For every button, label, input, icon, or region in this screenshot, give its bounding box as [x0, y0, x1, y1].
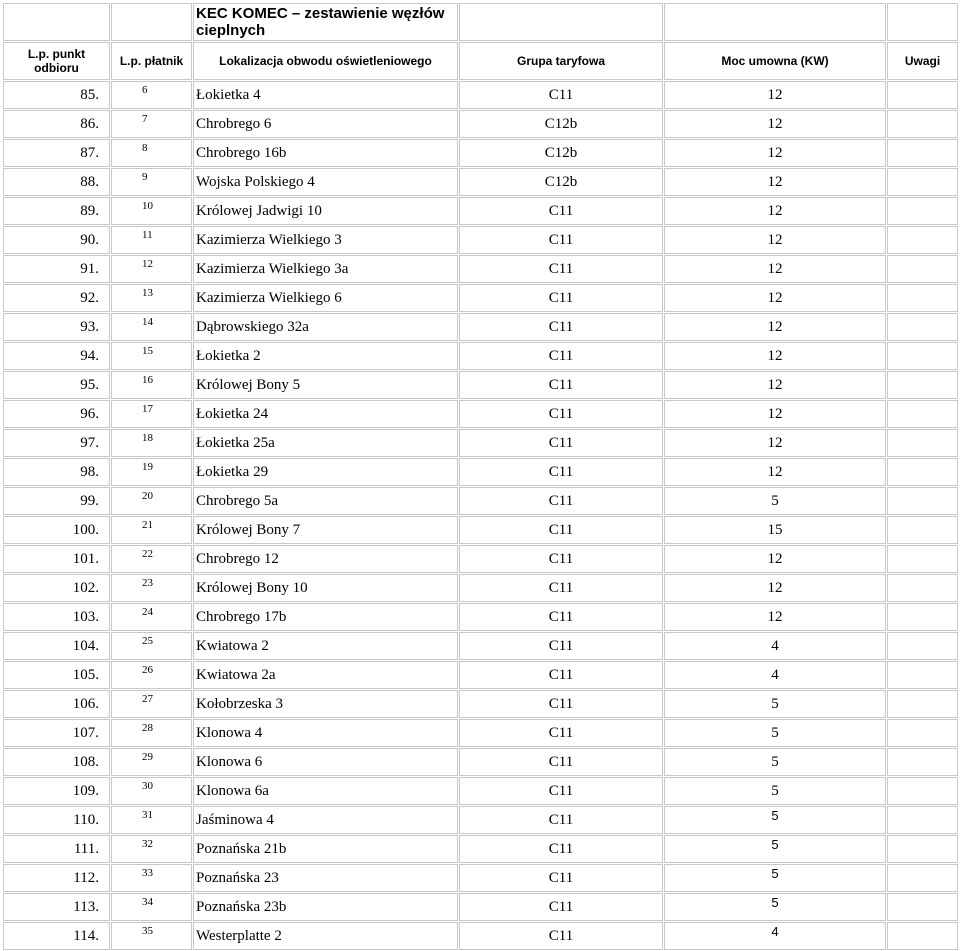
title-empty-cell [664, 3, 886, 41]
cell-grupa: C11 [459, 661, 663, 689]
table-row [3, 342, 958, 370]
col-header-lokalizacja: Lokalizacja obwodu oświetleniowego [193, 42, 458, 80]
cell-uwagi [887, 893, 958, 921]
cell-moc: 12 [664, 574, 886, 602]
cell-moc: 5 [664, 690, 886, 718]
cell-grupa: C11 [459, 922, 663, 950]
cell-platnik: 17 [111, 400, 192, 428]
cell-lokalizacja: Łokietka 4 [193, 81, 458, 109]
cell-grupa: C11 [459, 777, 663, 805]
cell-grupa: C11 [459, 603, 663, 631]
cell-grupa: C11 [459, 400, 663, 428]
table-body [3, 81, 958, 950]
cell-lp: 106. [3, 690, 110, 718]
table-row [3, 806, 958, 834]
table-row [3, 516, 958, 544]
cell-platnik: 35 [111, 922, 192, 950]
cell-moc: 5 [664, 719, 886, 747]
cell-moc: 12 [664, 313, 886, 341]
cell-lokalizacja: Klonowa 4 [193, 719, 458, 747]
cell-moc: 5 [664, 806, 886, 834]
table-row [3, 400, 958, 428]
cell-platnik: 22 [111, 545, 192, 573]
cell-grupa: C11 [459, 893, 663, 921]
table-row [3, 81, 958, 109]
table-row [3, 922, 958, 950]
table-row [3, 690, 958, 718]
cell-lp: 93. [3, 313, 110, 341]
cell-moc: 12 [664, 110, 886, 138]
cell-uwagi [887, 632, 958, 660]
cell-uwagi [887, 603, 958, 631]
cell-moc: 12 [664, 168, 886, 196]
cell-lp: 108. [3, 748, 110, 776]
title-empty-cell [887, 3, 958, 41]
table-row [3, 226, 958, 254]
col-header-grupa: Grupa taryfowa [459, 42, 663, 80]
cell-platnik: 29 [111, 748, 192, 776]
cell-uwagi [887, 168, 958, 196]
cell-platnik: 11 [111, 226, 192, 254]
table-row [3, 487, 958, 515]
cell-platnik: 31 [111, 806, 192, 834]
cell-uwagi [887, 139, 958, 167]
cell-moc: 4 [664, 922, 886, 950]
title-empty-cell [111, 3, 192, 41]
cell-lokalizacja: Łokietka 24 [193, 400, 458, 428]
cell-lokalizacja: Chrobrego 17b [193, 603, 458, 631]
col-header-lp-punkt: L.p. punkt odbioru [3, 42, 110, 80]
cell-platnik: 26 [111, 661, 192, 689]
cell-platnik: 12 [111, 255, 192, 283]
cell-lp: 112. [3, 864, 110, 892]
cell-lokalizacja: Kołobrzeska 3 [193, 690, 458, 718]
col-header-moc: Moc umowna (KW) [664, 42, 886, 80]
cell-uwagi [887, 574, 958, 602]
table-row [3, 777, 958, 805]
cell-grupa: C11 [459, 690, 663, 718]
cell-platnik: 7 [111, 110, 192, 138]
cell-grupa: C12b [459, 168, 663, 196]
table-row [3, 284, 958, 312]
cell-uwagi [887, 81, 958, 109]
table-row [3, 574, 958, 602]
cell-lp: 100. [3, 516, 110, 544]
cell-uwagi [887, 400, 958, 428]
cell-lokalizacja: Łokietka 25a [193, 429, 458, 457]
cell-lp: 109. [3, 777, 110, 805]
cell-platnik: 13 [111, 284, 192, 312]
cell-moc: 12 [664, 400, 886, 428]
table-row [3, 110, 958, 138]
cell-moc: 4 [664, 661, 886, 689]
cell-platnik: 16 [111, 371, 192, 399]
cell-uwagi [887, 516, 958, 544]
table-row [3, 458, 958, 486]
cell-lokalizacja: Chrobrego 5a [193, 487, 458, 515]
cell-platnik: 24 [111, 603, 192, 631]
cell-uwagi [887, 748, 958, 776]
cell-lokalizacja: Westerplatte 2 [193, 922, 458, 950]
cell-lokalizacja: Poznańska 23b [193, 893, 458, 921]
cell-lp: 86. [3, 110, 110, 138]
cell-uwagi [887, 197, 958, 225]
cell-lokalizacja: Poznańska 21b [193, 835, 458, 863]
cell-platnik: 30 [111, 777, 192, 805]
cell-lp: 111. [3, 835, 110, 863]
cell-uwagi [887, 777, 958, 805]
cell-grupa: C11 [459, 284, 663, 312]
cell-lp: 96. [3, 400, 110, 428]
cell-moc: 5 [664, 748, 886, 776]
cell-grupa: C11 [459, 748, 663, 776]
cell-moc: 5 [664, 835, 886, 863]
cell-lokalizacja: Dąbrowskiego 32a [193, 313, 458, 341]
cell-platnik: 28 [111, 719, 192, 747]
cell-lokalizacja: Kazimierza Wielkiego 6 [193, 284, 458, 312]
cell-grupa: C11 [459, 516, 663, 544]
cell-grupa: C11 [459, 864, 663, 892]
cell-grupa: C11 [459, 487, 663, 515]
cell-lp: 97. [3, 429, 110, 457]
cell-lp: 89. [3, 197, 110, 225]
cell-lp: 88. [3, 168, 110, 196]
cell-lokalizacja: Kwiatowa 2a [193, 661, 458, 689]
cell-platnik: 18 [111, 429, 192, 457]
cell-uwagi [887, 661, 958, 689]
table-row [3, 168, 958, 196]
cell-grupa: C11 [459, 255, 663, 283]
cell-grupa: C11 [459, 226, 663, 254]
cell-lokalizacja: Wojska Polskiego 4 [193, 168, 458, 196]
cell-lokalizacja: Klonowa 6 [193, 748, 458, 776]
cell-grupa: C12b [459, 139, 663, 167]
cell-lp: 95. [3, 371, 110, 399]
table-row [3, 893, 958, 921]
cell-lp: 102. [3, 574, 110, 602]
cell-uwagi [887, 371, 958, 399]
cell-uwagi [887, 806, 958, 834]
cell-moc: 12 [664, 197, 886, 225]
cell-platnik: 33 [111, 864, 192, 892]
cell-lokalizacja: Łokietka 2 [193, 342, 458, 370]
cell-platnik: 15 [111, 342, 192, 370]
cell-grupa: C11 [459, 81, 663, 109]
cell-uwagi [887, 284, 958, 312]
cell-uwagi [887, 719, 958, 747]
cell-moc: 5 [664, 487, 886, 515]
cell-lp: 105. [3, 661, 110, 689]
cell-uwagi [887, 487, 958, 515]
cell-moc: 4 [664, 632, 886, 660]
cell-uwagi [887, 545, 958, 573]
cell-lp: 85. [3, 81, 110, 109]
table-row [3, 429, 958, 457]
table-row [3, 545, 958, 573]
cell-grupa: C11 [459, 313, 663, 341]
cell-moc: 12 [664, 603, 886, 631]
cell-lokalizacja: Królowej Bony 5 [193, 371, 458, 399]
cell-grupa: C11 [459, 371, 663, 399]
cell-moc: 5 [664, 893, 886, 921]
cell-uwagi [887, 835, 958, 863]
cell-platnik: 19 [111, 458, 192, 486]
cell-moc: 12 [664, 139, 886, 167]
cell-platnik: 6 [111, 81, 192, 109]
cell-platnik: 25 [111, 632, 192, 660]
cell-uwagi [887, 255, 958, 283]
cell-moc: 15 [664, 516, 886, 544]
kec-komec-table [2, 2, 959, 951]
cell-moc: 12 [664, 284, 886, 312]
cell-platnik: 23 [111, 574, 192, 602]
table-row [3, 835, 958, 863]
cell-lp: 113. [3, 893, 110, 921]
cell-lokalizacja: Kwiatowa 2 [193, 632, 458, 660]
cell-moc: 12 [664, 458, 886, 486]
cell-uwagi [887, 922, 958, 950]
cell-lokalizacja: Jaśminowa 4 [193, 806, 458, 834]
cell-lp: 92. [3, 284, 110, 312]
cell-uwagi [887, 864, 958, 892]
cell-grupa: C11 [459, 197, 663, 225]
cell-moc: 12 [664, 429, 886, 457]
cell-grupa: C11 [459, 719, 663, 747]
cell-lokalizacja: Chrobrego 16b [193, 139, 458, 167]
cell-uwagi [887, 226, 958, 254]
cell-uwagi [887, 429, 958, 457]
cell-lp: 91. [3, 255, 110, 283]
cell-platnik: 34 [111, 893, 192, 921]
cell-platnik: 8 [111, 139, 192, 167]
cell-lokalizacja: Chrobrego 6 [193, 110, 458, 138]
cell-lp: 99. [3, 487, 110, 515]
cell-lp: 103. [3, 603, 110, 631]
table-row [3, 603, 958, 631]
cell-moc: 12 [664, 81, 886, 109]
cell-lp: 114. [3, 922, 110, 950]
table-row [3, 313, 958, 341]
header-row [3, 42, 958, 80]
cell-lp: 98. [3, 458, 110, 486]
cell-platnik: 32 [111, 835, 192, 863]
title-empty-cell [3, 3, 110, 41]
cell-lokalizacja: Kazimierza Wielkiego 3 [193, 226, 458, 254]
cell-platnik: 20 [111, 487, 192, 515]
cell-uwagi [887, 110, 958, 138]
cell-uwagi [887, 690, 958, 718]
cell-grupa: C11 [459, 458, 663, 486]
cell-lp: 110. [3, 806, 110, 834]
table-row [3, 255, 958, 283]
cell-lokalizacja: Klonowa 6a [193, 777, 458, 805]
cell-uwagi [887, 342, 958, 370]
cell-grupa: C11 [459, 835, 663, 863]
table-row [3, 748, 958, 776]
table-row [3, 864, 958, 892]
table-row [3, 197, 958, 225]
cell-moc: 12 [664, 342, 886, 370]
cell-grupa: C11 [459, 342, 663, 370]
title-row [3, 3, 958, 41]
cell-lokalizacja: Chrobrego 12 [193, 545, 458, 573]
cell-grupa: C11 [459, 632, 663, 660]
cell-lokalizacja: Królowej Bony 7 [193, 516, 458, 544]
document-title: KEC KOMEC – zestawienie węzłów cieplnych [193, 3, 458, 41]
cell-lp: 87. [3, 139, 110, 167]
col-header-uwagi: Uwagi [887, 42, 958, 80]
cell-platnik: 21 [111, 516, 192, 544]
cell-grupa: C11 [459, 574, 663, 602]
cell-grupa: C11 [459, 806, 663, 834]
cell-grupa: C11 [459, 429, 663, 457]
cell-platnik: 27 [111, 690, 192, 718]
cell-lokalizacja: Łokietka 29 [193, 458, 458, 486]
cell-lp: 90. [3, 226, 110, 254]
cell-platnik: 9 [111, 168, 192, 196]
table-row [3, 139, 958, 167]
cell-moc: 5 [664, 777, 886, 805]
cell-uwagi [887, 458, 958, 486]
cell-lp: 94. [3, 342, 110, 370]
title-empty-cell [459, 3, 663, 41]
cell-grupa: C11 [459, 545, 663, 573]
col-header-lp-platnik: L.p. płatnik [111, 42, 192, 80]
cell-platnik: 14 [111, 313, 192, 341]
cell-moc: 5 [664, 864, 886, 892]
cell-moc: 12 [664, 371, 886, 399]
cell-lokalizacja: Poznańska 23 [193, 864, 458, 892]
cell-lp: 101. [3, 545, 110, 573]
table-row [3, 632, 958, 660]
table-row [3, 661, 958, 689]
cell-lp: 104. [3, 632, 110, 660]
cell-moc: 12 [664, 255, 886, 283]
cell-moc: 12 [664, 545, 886, 573]
cell-lokalizacja: Królowej Bony 10 [193, 574, 458, 602]
table-row [3, 371, 958, 399]
cell-uwagi [887, 313, 958, 341]
table-row [3, 719, 958, 747]
cell-lokalizacja: Królowej Jadwigi 10 [193, 197, 458, 225]
cell-grupa: C12b [459, 110, 663, 138]
cell-lp: 107. [3, 719, 110, 747]
cell-moc: 12 [664, 226, 886, 254]
cell-lokalizacja: Kazimierza Wielkiego 3a [193, 255, 458, 283]
cell-platnik: 10 [111, 197, 192, 225]
